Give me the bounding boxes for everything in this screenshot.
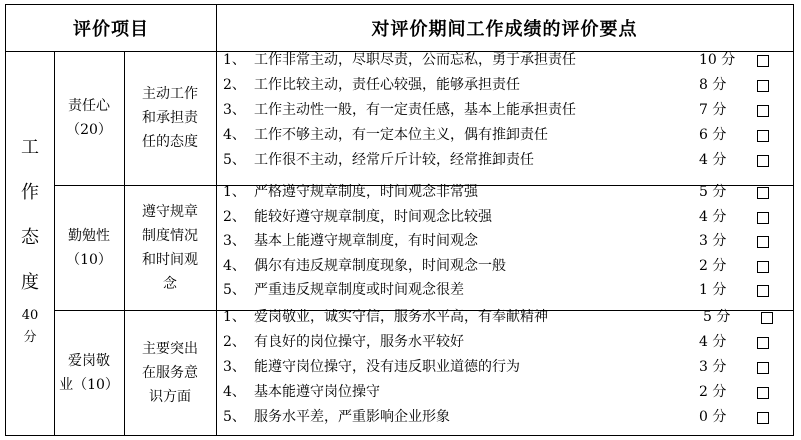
- group-dedication-name: 爱岗敬 业（10）: [59, 352, 119, 393]
- evaluation-item-row: [216, 205, 786, 230]
- item-checkbox[interactable]: [757, 105, 769, 117]
- item-checkbox[interactable]: [757, 155, 769, 167]
- item-description: 基本能遵守岗位操守: [254, 384, 380, 400]
- item-score: 10 分: [699, 52, 736, 68]
- item-score: 0 分: [699, 409, 727, 425]
- group-responsibility-desc: 主动工作 和承担责 任的态度: [142, 86, 198, 150]
- item-number: 2、: [223, 77, 246, 93]
- evaluation-item-row: [216, 48, 786, 73]
- evaluation-table: [5, 4, 794, 436]
- header-evaluation-points: 对评价期间工作成绩的评价要点: [371, 19, 638, 40]
- item-score: 3 分: [699, 359, 727, 375]
- item-description: 工作非常主动，尽职尽责，公而忘私，勇于承担责任: [254, 52, 576, 68]
- item-description: 能较好遵守规章制度，时间观念比较强: [254, 208, 492, 225]
- item-score: 5 分: [703, 309, 731, 325]
- item-checkbox[interactable]: [757, 412, 769, 424]
- group-responsibility-name: 责任心 （20）: [66, 98, 112, 138]
- item-score: 3 分: [699, 233, 727, 250]
- item-number: 1、: [223, 184, 246, 200]
- group-dedication-desc: 主要突出 在服务意 识方面: [142, 340, 198, 405]
- evaluation-item-row: [216, 98, 786, 123]
- item-description: 能遵守岗位操守，没有违反职业道德的行为: [254, 359, 520, 375]
- group-diligence-name: 勤勉性 （10）: [66, 227, 112, 268]
- category-work-attitude: 工 作 态 度 40 分: [6, 125, 54, 365]
- item-score: 4 分: [699, 152, 727, 168]
- item-number: 5、: [223, 409, 246, 425]
- item-number: 5、: [223, 152, 246, 168]
- evaluation-item-row: [216, 278, 786, 303]
- item-number: 3、: [223, 233, 246, 250]
- item-number: 2、: [223, 208, 246, 225]
- item-number: 4、: [223, 127, 246, 143]
- item-description: 工作主动性一般，有一定责任感，基本上能承担责任: [254, 102, 576, 118]
- evaluation-item-row: [216, 148, 786, 173]
- item-number: 4、: [223, 384, 246, 400]
- evaluation-item-row: [216, 355, 786, 380]
- item-score: 4 分: [699, 334, 727, 350]
- item-description: 工作不够主动，有一定本位主义，偶有推卸责任: [254, 127, 548, 143]
- item-checkbox[interactable]: [757, 387, 769, 399]
- item-description: 有良好的岗位操守，服务水平较好: [254, 334, 464, 350]
- item-number: 1、: [223, 52, 246, 68]
- item-score: 6 分: [699, 127, 727, 143]
- evaluation-item-row: [216, 123, 786, 148]
- item-checkbox[interactable]: [757, 130, 769, 142]
- item-checkbox[interactable]: [757, 236, 769, 248]
- item-checkbox[interactable]: [757, 212, 769, 224]
- category-score-unit: 分: [23, 330, 37, 345]
- evaluation-item-row: [216, 380, 786, 405]
- item-description: 爱岗敬业，诚实守信，服务水平高，有奉献精神: [254, 309, 548, 325]
- item-score: 5 分: [699, 184, 727, 200]
- evaluation-item-row: [216, 405, 786, 430]
- item-checkbox[interactable]: [757, 55, 769, 67]
- item-score: 8 分: [699, 77, 727, 93]
- evaluation-item-row: [216, 180, 786, 205]
- item-number: 3、: [223, 102, 246, 118]
- item-description: 偶尔有违反规章制度现象，时间观念一般: [254, 257, 506, 274]
- item-checkbox[interactable]: [757, 261, 769, 273]
- item-number: 3、: [223, 359, 246, 375]
- item-description: 严格遵守规章制度，时间观念非常强: [254, 184, 478, 200]
- item-checkbox[interactable]: [761, 312, 773, 324]
- item-checkbox[interactable]: [757, 187, 769, 199]
- item-score: 4 分: [699, 208, 727, 225]
- item-score: 1 分: [699, 282, 727, 299]
- evaluation-item-row: [216, 305, 786, 330]
- item-checkbox[interactable]: [757, 337, 769, 349]
- item-description: 工作很不主动，经常斤斤计较，经常推卸责任: [254, 152, 534, 168]
- evaluation-item-row: [216, 73, 786, 98]
- item-number: 1、: [223, 309, 246, 325]
- group-diligence-desc: 遵守规章 制度情况 和时间观 念: [142, 203, 198, 292]
- category-score: 40: [21, 308, 39, 323]
- evaluation-item-row: [216, 254, 786, 279]
- item-description: 基本上能遵守规章制度，有时间观念: [254, 233, 478, 250]
- header-evaluation-item: 评价项目: [73, 19, 149, 40]
- item-checkbox[interactable]: [757, 80, 769, 92]
- item-description: 服务水平差，严重影响企业形象: [254, 409, 450, 425]
- item-description: 严重违反规章制度或时间观念很差: [254, 282, 464, 299]
- item-checkbox[interactable]: [757, 362, 769, 374]
- item-number: 5、: [223, 282, 246, 299]
- item-description: 工作比较主动，责任心较强，能够承担责任: [254, 77, 520, 93]
- item-score: 2 分: [699, 257, 727, 274]
- evaluation-item-row: [216, 330, 786, 355]
- item-number: 2、: [223, 334, 246, 350]
- item-number: 4、: [223, 257, 246, 274]
- item-score: 7 分: [699, 102, 727, 118]
- evaluation-item-row: [216, 229, 786, 254]
- item-score: 2 分: [699, 384, 727, 400]
- item-checkbox[interactable]: [757, 285, 769, 297]
